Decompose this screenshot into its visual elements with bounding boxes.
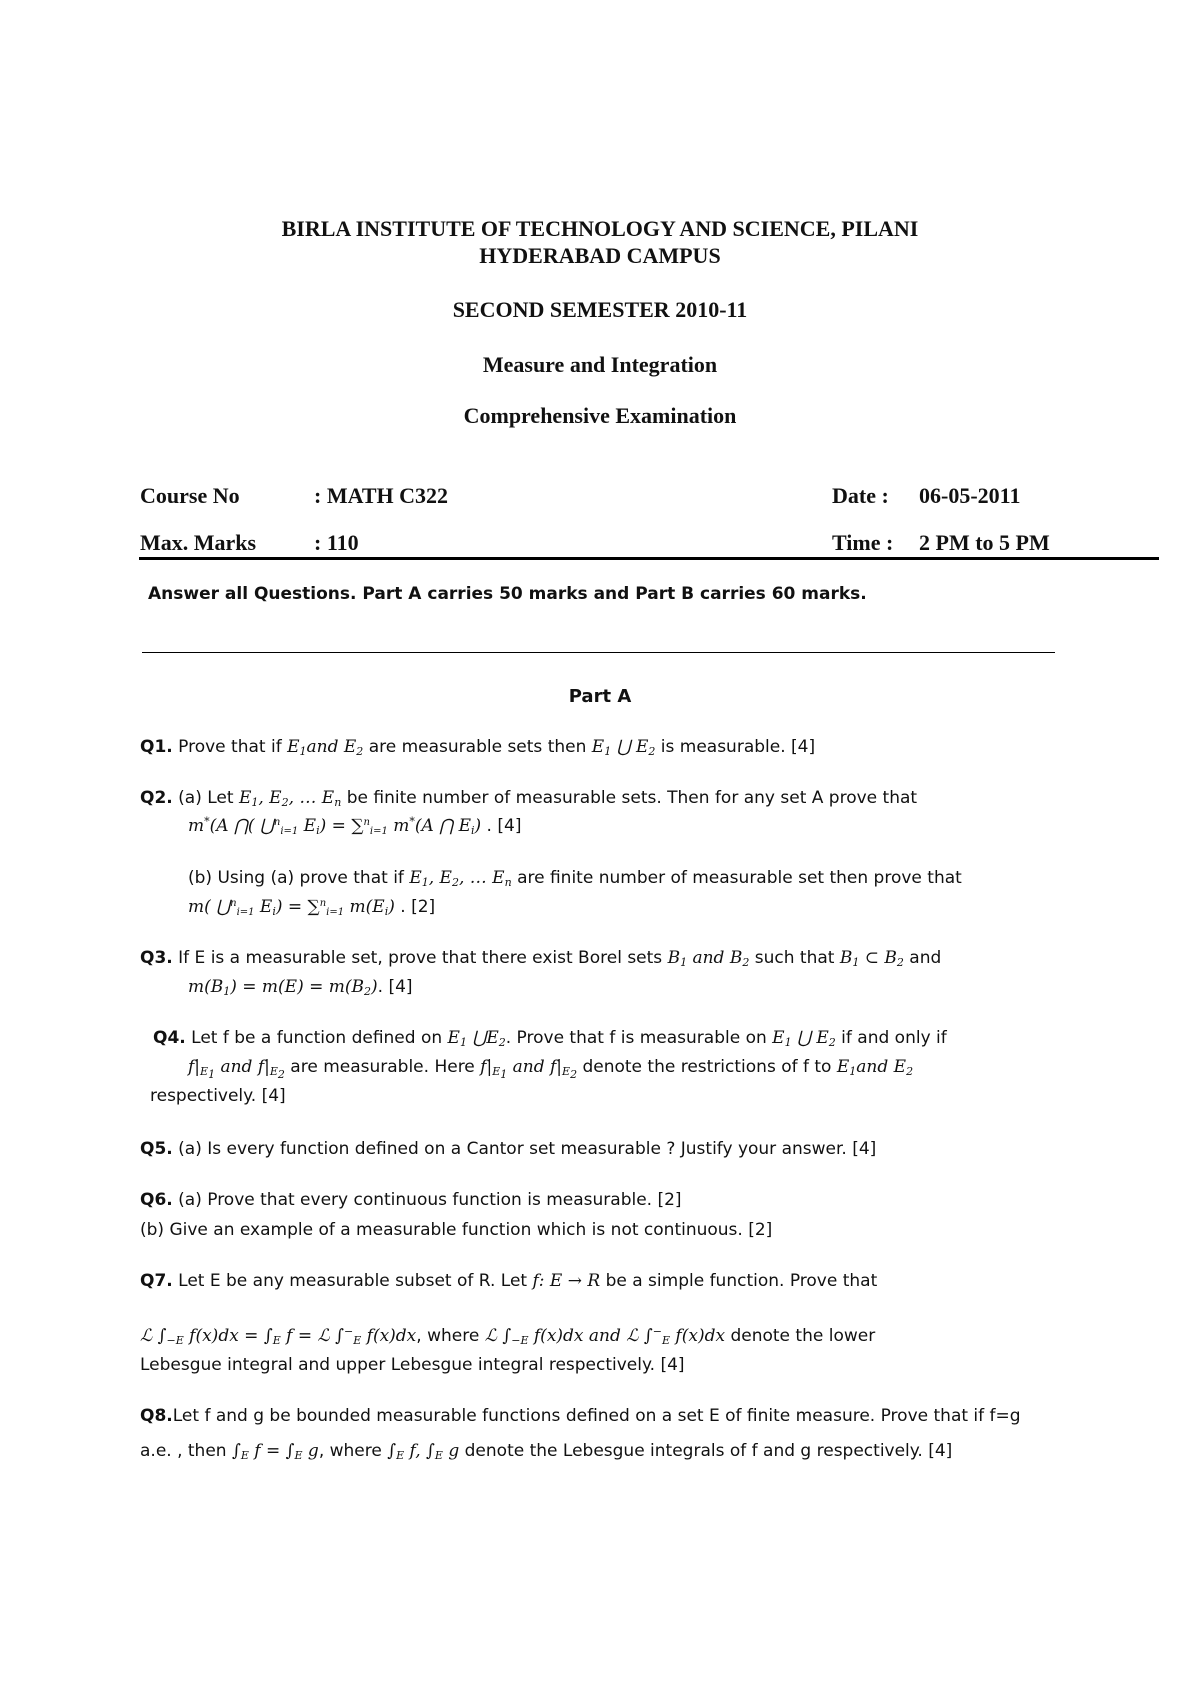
marks: [4] — [928, 1441, 953, 1461]
question-7-formula: ℒ $\int_{-E}$ $f(x)dx = \int_E$ f = ℒ $\int^-_E$ f(x)dx, where ℒ $\int_{-E}$ f(x)dx and ℒ $\int^-_E$ f(x)dx denote the lower — [140, 1325, 876, 1347]
instructions: Answer all Questions. Part A carries 50 marks and Part B carries 60 marks. — [148, 584, 867, 604]
part-title: Part A — [568, 686, 632, 707]
date-value: 06-05-2011 — [919, 483, 1021, 508]
max-marks-label: Max. Marks — [140, 530, 257, 555]
marks: [4] — [261, 1086, 286, 1106]
question-number: Q1. — [140, 737, 173, 757]
question-4-line3: respectively. [4] — [150, 1086, 286, 1106]
question-8-line2: a.e. , then $\int_E$ $f = \int_E$ g, where $\int_E$ f, $\int_E$ g denote the Lebesgue integrals of f and g respectively. [4] — [140, 1441, 953, 1462]
separator-rule — [142, 652, 1055, 653]
question-6a: Q6. (a) Prove that every continuous function is measurable. [2] — [140, 1190, 682, 1210]
marks: [4] — [852, 1139, 877, 1159]
question-number: Q6. — [140, 1190, 173, 1210]
campus-name: HYDERABAD CAMPUS — [479, 243, 721, 268]
question-7: Q7. Let E be any measurable subset of R. Let f: E → R be a simple function. Prove that — [140, 1271, 878, 1291]
question-7-line3: Lebesgue integral and upper Lebesgue integral respectively. [4] — [140, 1355, 685, 1375]
marks: [2] — [411, 897, 436, 917]
date-label: Date : — [832, 483, 889, 508]
question-2b-formula: m( ⋃$^n_{i=1}$ $E_i) = \sum^n_{i=1}$ $m(E_i)$ . [2] — [188, 897, 436, 918]
time-label: Time : — [832, 530, 894, 555]
course-title: Measure and Integration — [482, 352, 718, 377]
question-2a-formula: m*(A ⋂( ⋃$^n_{i=1}$ $E_i) = \sum^n_{i=1}$ m*(A ⋂ $E_i$) . [4] — [188, 815, 522, 837]
question-number: Q8. — [140, 1406, 173, 1426]
marks: [4] — [388, 977, 413, 997]
question-2b: (b) Using (a) prove that if $E_1$, $E_2$, … $E_n$ are finite number of measurable set then prove that — [188, 868, 962, 889]
question-8: Q8.Let f and g be bounded measurable functions defined on a set E of finite measure. Prove that if f=g — [140, 1406, 1021, 1426]
question-4: Q4. Let f be a function defined on $E_1$ $⋃E_2$. Prove that f is measurable on $E_1$ ⋃ $E_2$ if and only if — [153, 1028, 947, 1049]
marks: [2] — [748, 1220, 773, 1240]
course-no-value: : MATH C322 — [314, 483, 449, 508]
semester: SECOND SEMESTER 2010-11 — [452, 297, 748, 322]
time-value: 2 PM to 5 PM — [919, 530, 1050, 555]
question-4-line2: $f|_{E_1}$ and $f|_{E_2}$ are measurable. Here $f|_{E_1}$ and $f|_{E_2}$ denote the restrictions of f to $E_1and$ $E_2$ — [188, 1057, 914, 1081]
marks: [4] — [497, 816, 522, 836]
course-no-label: Course No — [140, 483, 240, 508]
max-marks-value: : 110 — [314, 530, 359, 555]
marks: [4] — [660, 1355, 685, 1375]
question-3: Q3. If E is a measurable set, prove that there exist Borel sets $B_1$ and $B_2$ such that $B_1$ ⊂ $B_2$ and — [140, 948, 942, 969]
question-number: Q4. — [153, 1028, 186, 1048]
question-2a: Q2. (a) Let $E_1$, $E_2$, … $E_n$ be finite number of measurable sets. Then for any set A prove that — [140, 788, 918, 809]
question-number: Q7. — [140, 1271, 173, 1291]
question-1: Q1. Prove that if $E_1and$ $E_2$ are measurable sets then $E_1$ ⋃ $E_2$ is measurable. [4] — [140, 737, 816, 758]
question-6b: (b) Give an example of a measurable function which is not continuous. [2] — [140, 1220, 773, 1240]
question-5: Q5. (a) Is every function defined on a Cantor set measurable ? Justify your answer. [4] — [140, 1139, 877, 1159]
header-rule — [139, 557, 1159, 560]
institute-name: BIRLA INSTITUTE OF TECHNOLOGY AND SCIENCE, PILANI — [281, 216, 919, 241]
question-number: Q5. — [140, 1139, 173, 1159]
question-number: Q2. — [140, 788, 173, 808]
marks: [2] — [657, 1190, 682, 1210]
exam-type: Comprehensive Examination — [463, 403, 737, 428]
question-3-formula: $m(B_1) = m(E) = m(B_2)$. [4] — [188, 977, 413, 998]
marks: [4] — [791, 737, 816, 757]
question-number: Q3. — [140, 948, 173, 968]
